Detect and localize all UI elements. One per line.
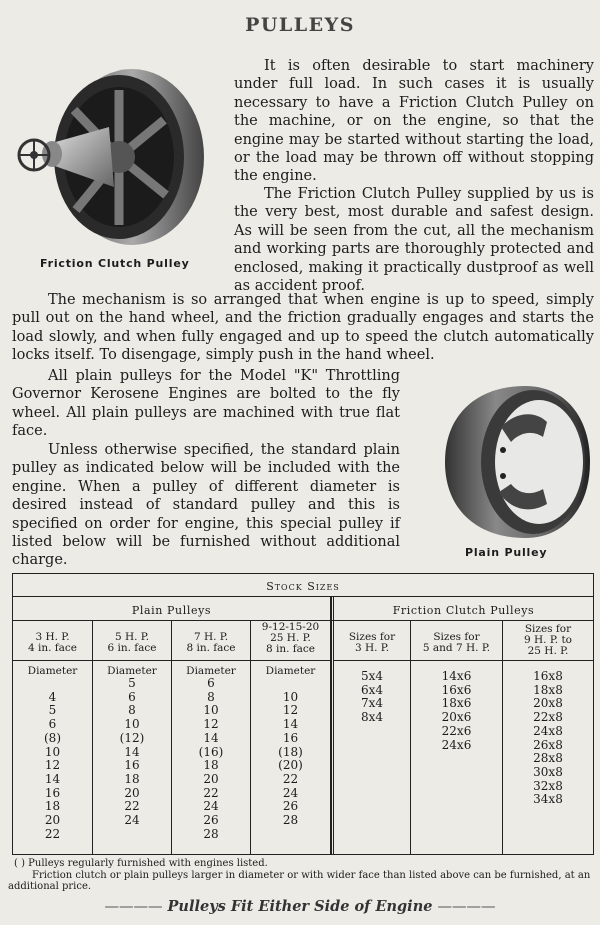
table-cell: 32x8 [533,778,563,793]
table-cell: 10 [282,689,299,704]
table-cell: 14 [282,717,299,732]
table-cell: 22x6 [441,723,472,738]
table-cell: 16 [282,730,299,745]
table-cell: 24 [124,813,140,828]
table-cell: 5 [128,676,136,690]
plain-col-3hp-values [13,677,92,841]
table-cell: 20 [124,785,140,800]
table-divider [330,596,332,854]
table-cell: 30x8 [533,764,563,779]
table-divider [13,660,330,661]
plain-pulley-image [425,382,595,542]
plain-col-header: 3 H. P. 4 in. face [27,631,78,654]
table-cell: 18 [203,758,219,773]
table-cell: 12 [44,758,61,773]
plain-col-header: 9-12-15-20 25 H. P. 8 in. face [261,621,320,655]
table-cell: 16x8 [533,669,563,683]
table-cell: (20) [278,758,303,773]
table-cell: 8x4 [360,710,384,725]
table-cell: 16x6 [441,682,472,697]
table-cell: 24x8 [533,723,563,738]
friction-col-header: Sizes for 3 H. P. [348,631,396,654]
table-cell: 5x4 [360,669,384,683]
table-cell: 10 [203,703,219,718]
footer-tagline [0,898,600,915]
table-cell: (16) [198,744,224,759]
table-cell: 18x6 [441,696,472,711]
table-cell: 22x8 [533,710,563,725]
table-cell: 26 [203,813,219,828]
table-cell: (8) [44,730,61,745]
diameter-label: Diameter [107,665,157,677]
stock-sizes-table [12,573,594,855]
friction-col-3hp-values [334,670,410,725]
table-cell: 20 [203,771,219,786]
table-cell: 26x8 [533,737,563,752]
table-cell: 28 [282,813,299,828]
paragraph-mechanism: The mechanism is so arranged that when engine is up to speed, simply pull out on the hand wheel, and the friction gradually engages and starts the load slowly, and when fully engaged and up to speed the clutch automatically locks itself. To disengage, simply push in the hand wheel. [12,292,594,364]
table-cell: 6 [128,689,136,704]
table-cell: 10 [124,717,140,732]
friction-clutch-pulley-image [14,65,214,255]
paragraph-design: The Friction Clutch Pulley supplied by us is the very best, most durable and safest design. As will be seen from the cut, all the mechanism and working parts are thoroughly protected and enclosed, making it practically dustproof as well as accident proof. [234,186,594,295]
plain-col-9-25hp-values [251,677,330,828]
friction-col-9-25hp-values [503,670,593,807]
table-cell: 28 [203,826,219,841]
table-cell: 6 [207,676,215,690]
table-cell [251,677,330,691]
diameter-label: Diameter [186,665,236,677]
table-cell: 24 [282,785,299,800]
footer-text: Pulleys Fit Either Side of Engine [167,898,433,915]
table-cell: 8 [128,703,136,718]
table-cell: 22 [282,771,299,786]
plain-col-header: 5 H. P. 6 in. face [107,631,157,654]
table-divider [13,596,593,597]
plain-pulleys-heading: Plain Pulleys [131,604,212,617]
table-cell: (12) [119,730,145,745]
plain-col-7hp-values [172,677,250,841]
diameter-label: Diameter [265,665,316,677]
footnote-regular: ( ) Pulleys regularly furnished with engines listed. [14,858,268,869]
friction-col-header: Sizes for 5 and 7 H. P. [422,631,491,654]
friction-col-5-7hp-values [411,670,502,752]
table-cell: 22 [203,785,219,800]
table-cell: 12 [282,703,299,718]
table-cell: 22 [44,826,61,841]
table-cell: 22 [124,799,140,814]
table-cell: 18 [44,799,61,814]
table-cell: 4 [48,689,57,704]
paragraph-intro: It is often desirable to start machinery under full load. In such cases it is usually necessary to have a Friction Clutch Pulley on the machine, or on the engine, so that the engine may be started without starting the load, or the load may be thrown off without stopping the engine. [234,58,594,185]
plain-col-5hp-values [93,677,171,828]
plain-pulley-caption: Plain Pulley [465,546,548,559]
table-cell: 18 [124,771,140,786]
footer-rule: ———— [437,899,496,915]
table-cell: 6x4 [360,682,384,697]
table-cell: 20x8 [533,696,563,711]
plain-col-header: 7 H. P. 8 in. face [186,631,236,654]
table-cell: 16 [124,758,140,773]
table-cell: 5 [48,703,57,718]
paragraph-plain-pulleys: All plain pulleys for the Model "K" Throttling Governor Kerosene Engines are bolted to the fly wheel. All plain pulleys are machined with true flat face. [12,368,400,440]
table-cell: 24x6 [441,737,472,752]
friction-clutch-pulley-caption: Friction Clutch Pulley [40,257,190,270]
table-divider [334,660,593,661]
table-cell [13,677,92,691]
table-cell: 16 [44,785,61,800]
table-cell: 26 [282,799,299,814]
diameter-label: Diameter [27,665,78,677]
friction-col-header: Sizes for 9 H. P. to 25 H. P. [523,623,572,657]
stock-sizes-title: Stock Sizes [266,580,340,593]
table-cell: 12 [203,717,219,732]
page-title: PULLEYS [245,14,355,36]
footer-rule: ———— [104,899,163,915]
table-cell: 18x8 [533,682,563,697]
table-cell: 24 [203,799,219,814]
table-cell: 20 [44,813,61,828]
footnote-larger: Friction clutch or plain pulleys larger in diameter or with wider face than listed above can be furnished, at an additional price. [8,870,591,892]
table-cell: 10 [44,744,61,759]
table-cell: (18) [278,744,303,759]
table-cell: 28x8 [533,751,563,766]
table-cell: 20x6 [441,710,472,725]
table-cell: 8 [207,689,215,704]
table-cell: 14 [44,771,61,786]
table-cell: 14 [124,744,140,759]
table-cell: 6 [48,717,57,732]
table-cell: 34x8 [533,792,563,807]
table-cell: 14x6 [441,669,472,683]
table-cell: 7x4 [360,696,384,711]
table-cell: 14 [203,730,219,745]
paragraph-standard-pulley: Unless otherwise specified, the standard plain pulley as indicated below will be included with the engine. When a pulley of different diameter is desired instead of standard pulley and this is specified on order for engine, this special pulley if listed below will be furnished without additional charge. [12,442,400,569]
friction-clutch-heading: Friction Clutch Pulleys [392,604,535,617]
